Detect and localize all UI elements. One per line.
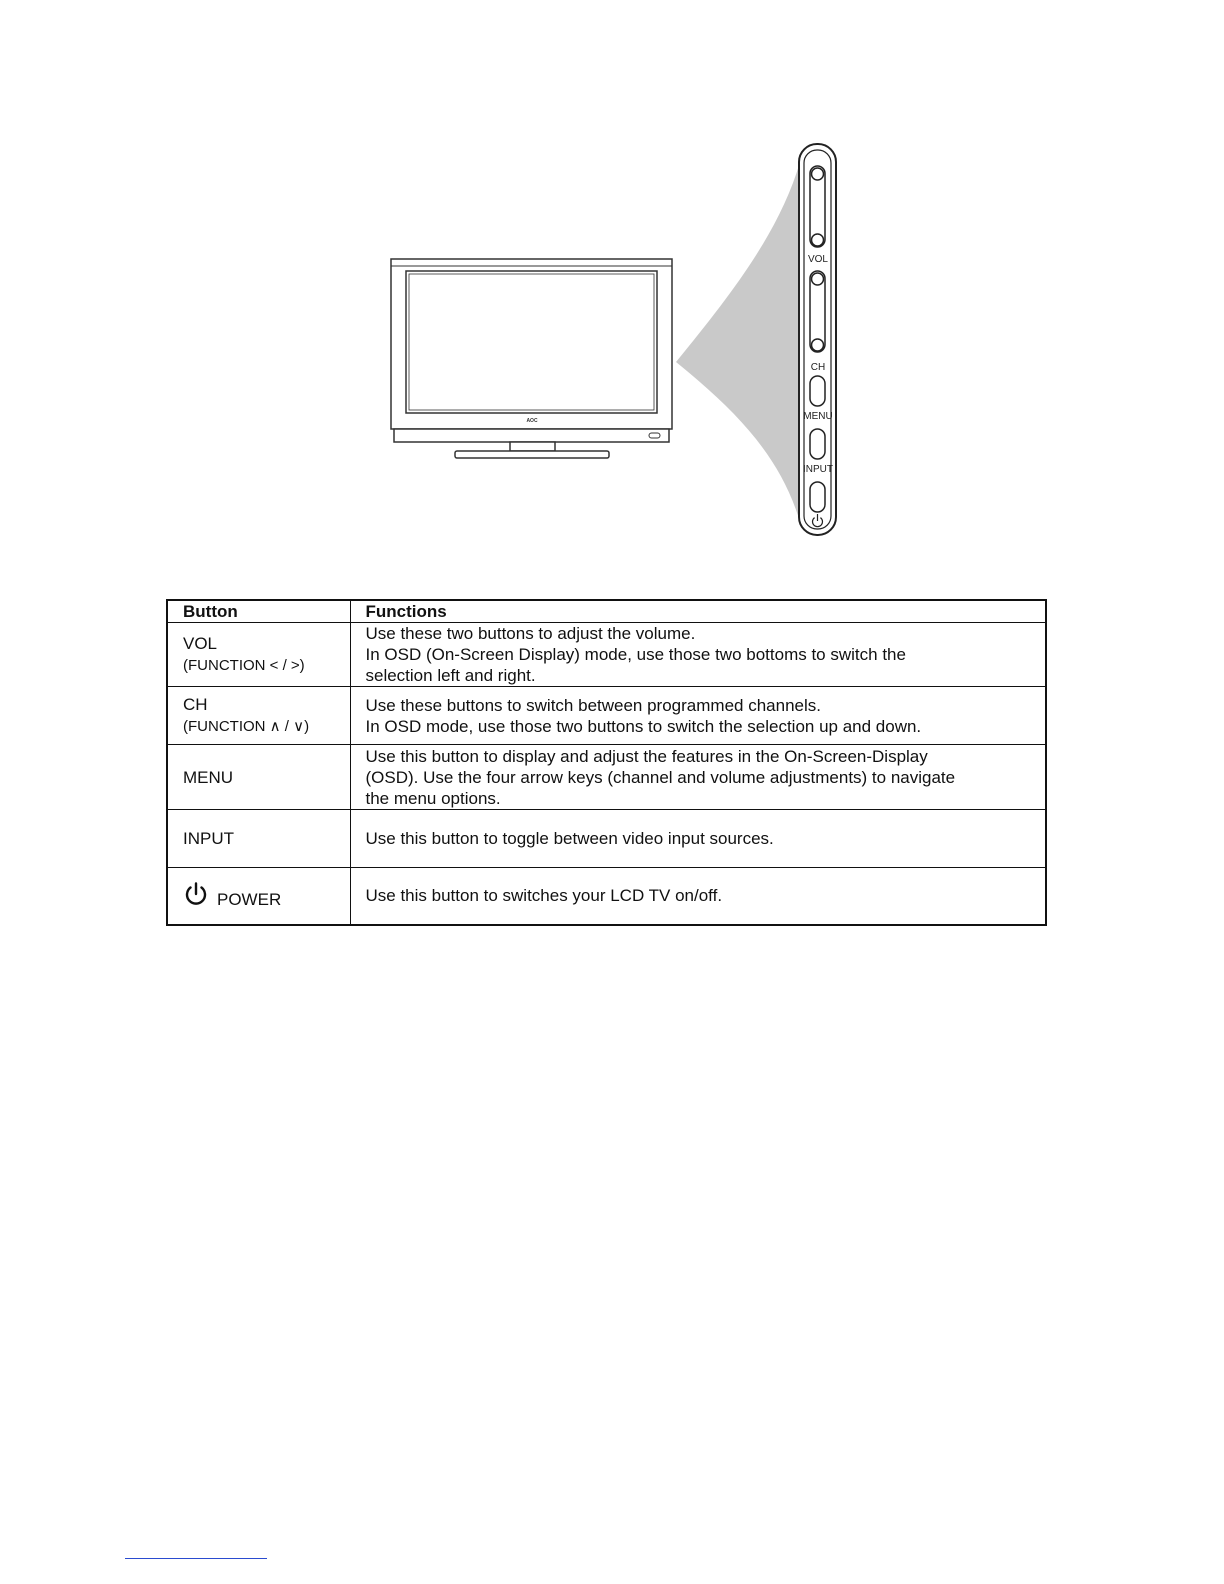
- header-functions: Functions: [350, 600, 1046, 623]
- function-text: (OSD). Use the four arrow keys (channel and volume adjustments) to navigate: [365, 767, 956, 787]
- button-name: POWER: [217, 890, 282, 910]
- function-cell: [350, 623, 1046, 687]
- button-name: CH: [183, 695, 208, 714]
- panel-label-ch: CH: [810, 362, 826, 373]
- footnote-divider: [125, 1558, 267, 1559]
- button-cell: [167, 623, 350, 687]
- button-cell: [167, 868, 350, 925]
- side-control-panel: [799, 144, 836, 535]
- table-header-row: [167, 600, 1046, 623]
- function-cell: [350, 687, 1046, 745]
- tv-illustration: [391, 259, 672, 458]
- panel-label-menu: MENU: [803, 411, 833, 422]
- button-name: VOL: [183, 634, 218, 653]
- panel-label-input: INPUT: [803, 464, 833, 475]
- power-icon: [183, 881, 209, 907]
- table-row-vol: [167, 623, 1046, 687]
- function-cell: [350, 810, 1046, 868]
- function-text: Use this button to toggle between video input sources.: [365, 829, 774, 848]
- button-functions-table: [166, 599, 1047, 926]
- function-text: In OSD (On-Screen Display) mode, use those two bottoms to switch the: [365, 645, 906, 664]
- table-row-menu: [167, 745, 1046, 810]
- tv-front-panel-diagram: [0, 0, 1224, 560]
- function-text: Use this button to switches your LCD TV on/off.: [365, 886, 723, 906]
- button-name: MENU: [183, 767, 234, 787]
- table-row-power: [167, 868, 1046, 925]
- function-cell: [350, 868, 1046, 925]
- function-text: Use these two buttons to adjust the volume.: [365, 624, 696, 643]
- table-row-input: [167, 810, 1046, 868]
- panel-label-vol: VOL: [807, 254, 829, 265]
- function-cell: [350, 745, 1046, 810]
- button-cell: [167, 687, 350, 745]
- button-cell: [167, 745, 350, 810]
- button-function-keys: (FUNCTION ∧ / ∨): [183, 718, 310, 735]
- button-cell: [167, 810, 350, 868]
- header-button: Button: [167, 600, 350, 623]
- tv-logo: AOC: [526, 418, 538, 424]
- function-text: Use this button to display and adjust the features in the On-Screen-Display: [365, 746, 928, 766]
- button-name: INPUT: [183, 829, 234, 848]
- function-text: selection left and right.: [365, 666, 536, 685]
- function-text: In OSD mode, use those two buttons to switch the selection up and down.: [365, 716, 922, 736]
- button-function-keys: (FUNCTION < / >): [183, 657, 305, 674]
- function-text: the menu options.: [365, 788, 501, 808]
- table-row-ch: [167, 687, 1046, 745]
- function-text: Use these buttons to switch between programmed channels.: [365, 695, 821, 715]
- callout-wedge: [676, 162, 800, 522]
